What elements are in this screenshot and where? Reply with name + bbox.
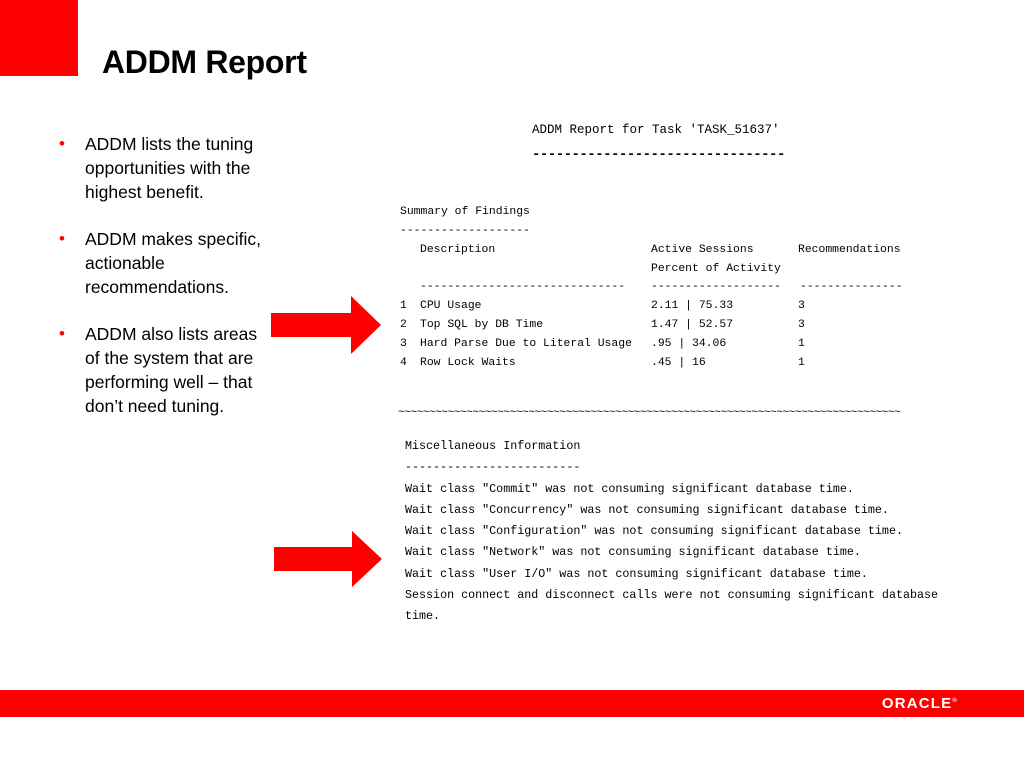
misc-line: Wait class "Network" was not consuming significant database time. (405, 545, 861, 560)
bullet-dot-icon: • (59, 324, 65, 343)
finding-active: .95 | 34.06 (651, 338, 727, 350)
bullet-dot-icon: • (59, 134, 65, 153)
arrow-right-icon (274, 531, 384, 587)
summary-underline: ------------------- (400, 225, 530, 237)
finding-number: 1 (400, 300, 407, 312)
footer-bar (0, 690, 1024, 717)
oracle-logo: ORACLE® (881, 695, 958, 712)
finding-number: 4 (400, 357, 407, 369)
misc-section (405, 436, 938, 628)
header-recommendations: Recommendations (798, 244, 901, 256)
finding-active: .45 | 16 (651, 357, 706, 369)
bullet-list (56, 132, 266, 441)
finding-recs: 3 (798, 300, 805, 312)
report-title: ADDM Report for Task 'TASK_51637' (532, 123, 780, 137)
misc-heading: Miscellaneous Information (405, 439, 581, 453)
header-rule-recs: --------------- (800, 281, 903, 293)
finding-description: Row Lock Waits (420, 357, 516, 369)
finding-recs: 1 (798, 338, 805, 350)
bullet-text: ADDM also lists areas of the system that are performing well – that don’t need tuning. (85, 324, 258, 416)
summary-heading: Summary of Findings (400, 206, 530, 218)
bullet-item (56, 132, 266, 204)
misc-line: Wait class "User I/O" was not consuming significant database time. (405, 566, 868, 581)
corner-red-block (0, 0, 78, 76)
finding-description: Hard Parse Due to Literal Usage (420, 338, 632, 350)
header-rule-active: ------------------- (651, 281, 781, 293)
finding-description: Top SQL by DB Time (420, 319, 544, 331)
brand-name: ORACLE (881, 695, 953, 712)
finding-number: 2 (400, 319, 407, 331)
finding-number: 3 (400, 338, 407, 350)
misc-line: Wait class "Commit" was not consuming significant database time. (405, 481, 854, 496)
slide-title: ADDM Report (102, 44, 307, 80)
misc-line: Wait class "Configuration" was not consuming significant database time. (405, 524, 903, 539)
bullet-dot-icon: • (59, 229, 65, 248)
bullet-item (56, 322, 266, 418)
misc-line: Wait class "Concurrency" was not consuming significant database time. (405, 502, 889, 517)
bullet-text: ADDM lists the tuning opportunities with the highest benefit. (85, 134, 254, 202)
header-active-sessions-sub: Percent of Activity (651, 263, 781, 275)
finding-active: 1.47 | 52.57 (651, 319, 734, 331)
finding-description: CPU Usage (420, 300, 482, 312)
misc-line: time. (405, 609, 441, 624)
arrow-right-icon (271, 296, 383, 354)
finding-recs: 3 (798, 319, 805, 331)
header-active-sessions: Active Sessions (651, 244, 754, 256)
misc-line: Session connect and disconnect calls were not consuming significant database (405, 588, 939, 603)
bullet-text: ADDM makes specific, actionable recommendations. (85, 229, 262, 297)
bullet-item (56, 227, 266, 299)
finding-active: 2.11 | 75.33 (651, 300, 734, 312)
section-separator: ~~~~~~~~~~~~~~~~~~~~~~~~~~~~~~~~~~~~~~~~~~~~~~~~~~~~~~~~~~~~~~~~~~~~~~~~~~~~~~~~~ (398, 407, 901, 419)
header-description: Description (420, 244, 496, 256)
header-rule-description: ------------------------------ (420, 281, 626, 293)
misc-underline: ------------------------- (405, 460, 581, 475)
report-title-underline: -------------------------------- (532, 147, 785, 163)
finding-recs: 1 (798, 357, 805, 369)
